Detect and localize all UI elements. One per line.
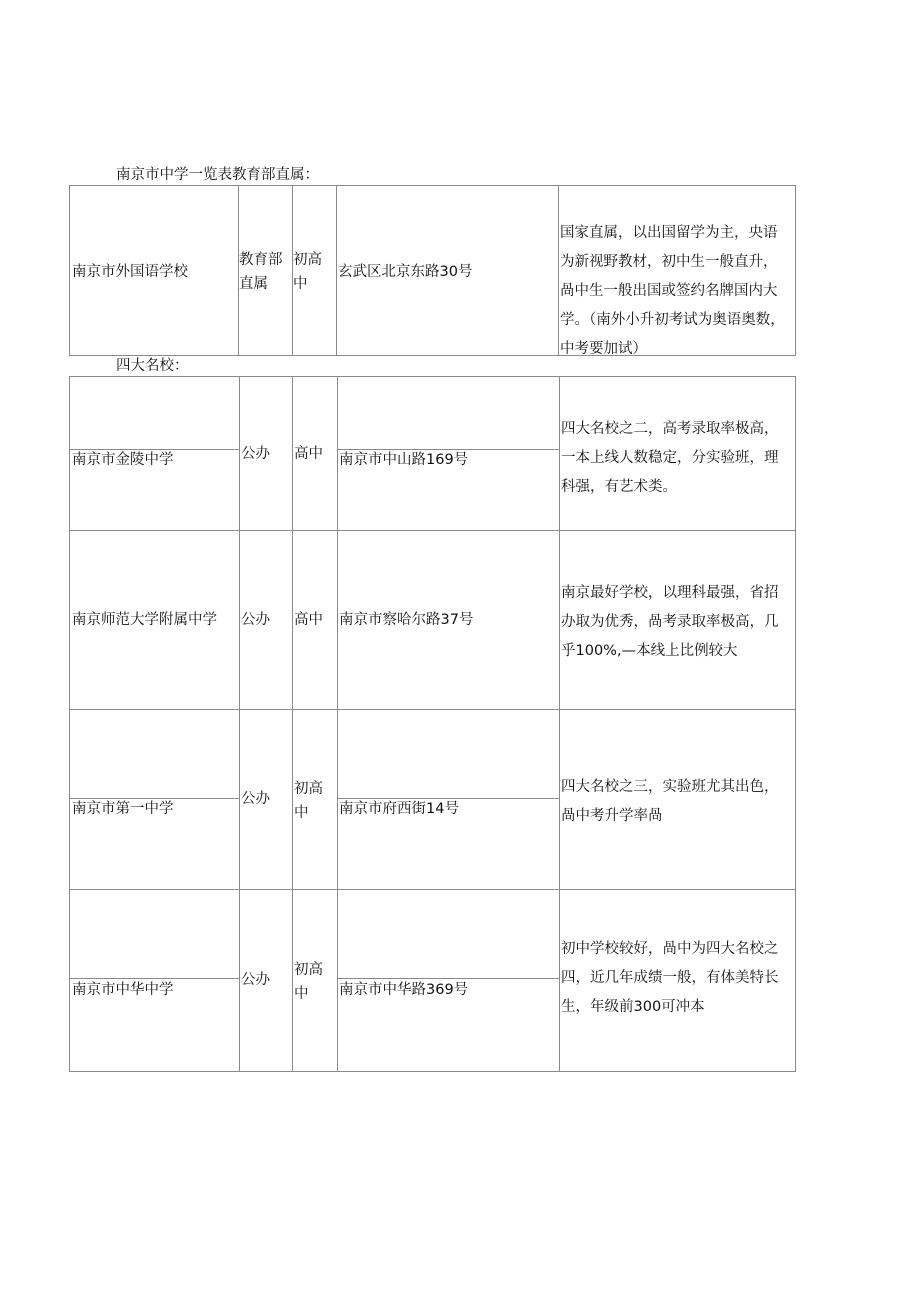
school-name: 南京市外国语学校 (72, 264, 188, 280)
school-note: 国家直属，以出国留学为主，央语为新视野教材，初中生一般直升，咼中生一般出国或签约名牌国内大学。（南外小升初考试为奥语奥数，中考要加试） (560, 225, 785, 357)
school-name: 南京市金陵中学 (72, 452, 174, 468)
school-level: 高中 (294, 612, 323, 628)
school-level: 高中 (294, 446, 323, 462)
school-name: 南京市第一中学 (72, 801, 174, 817)
section-title-direct: 南京市中学一览表教育部直属： (116, 167, 319, 183)
school-address: 玄武区北京东路30号 (338, 264, 473, 280)
school-address: 南京市府西街14号 (339, 801, 459, 817)
top-schools-table (69, 376, 796, 1072)
school-note: 四大名校之三，实验班尤其出色，咼中考升学率咼 (561, 779, 779, 824)
school-type: 公办 (241, 446, 270, 462)
direct-school-table (69, 185, 796, 356)
school-name: 南京师范大学附属中学 (72, 612, 217, 628)
school-note: 四大名校之二，高考录取率极高，一本上线人数稳定，分实验班，理科强，有艺术类。 (561, 421, 779, 495)
school-type: 公办 (241, 791, 270, 807)
school-name: 南京市中华中学 (72, 982, 174, 998)
school-type: 教育部直属 (239, 252, 283, 292)
school-type: 公办 (241, 612, 270, 628)
school-address: 南京市中山路169号 (339, 452, 469, 468)
school-note: 南京最好学校，以理科最强，省招办取为优秀，咼考录取率极高，几乎100%,—本线上比例较大 (561, 585, 779, 659)
section-title-top-four: 四大名校： (116, 358, 189, 374)
school-level: 初高中 (294, 962, 323, 1002)
school-level: 初高中 (293, 252, 322, 292)
school-note: 初中学校较好，咼中为四大名校之四，近几年成绩一般，有体美特长生，年级前300可冲本 (561, 941, 779, 1015)
school-type: 公办 (241, 972, 270, 988)
school-level: 初高中 (294, 781, 323, 821)
school-address: 南京市察哈尔路37号 (339, 612, 474, 628)
school-address: 南京市中华路369号 (339, 982, 469, 998)
